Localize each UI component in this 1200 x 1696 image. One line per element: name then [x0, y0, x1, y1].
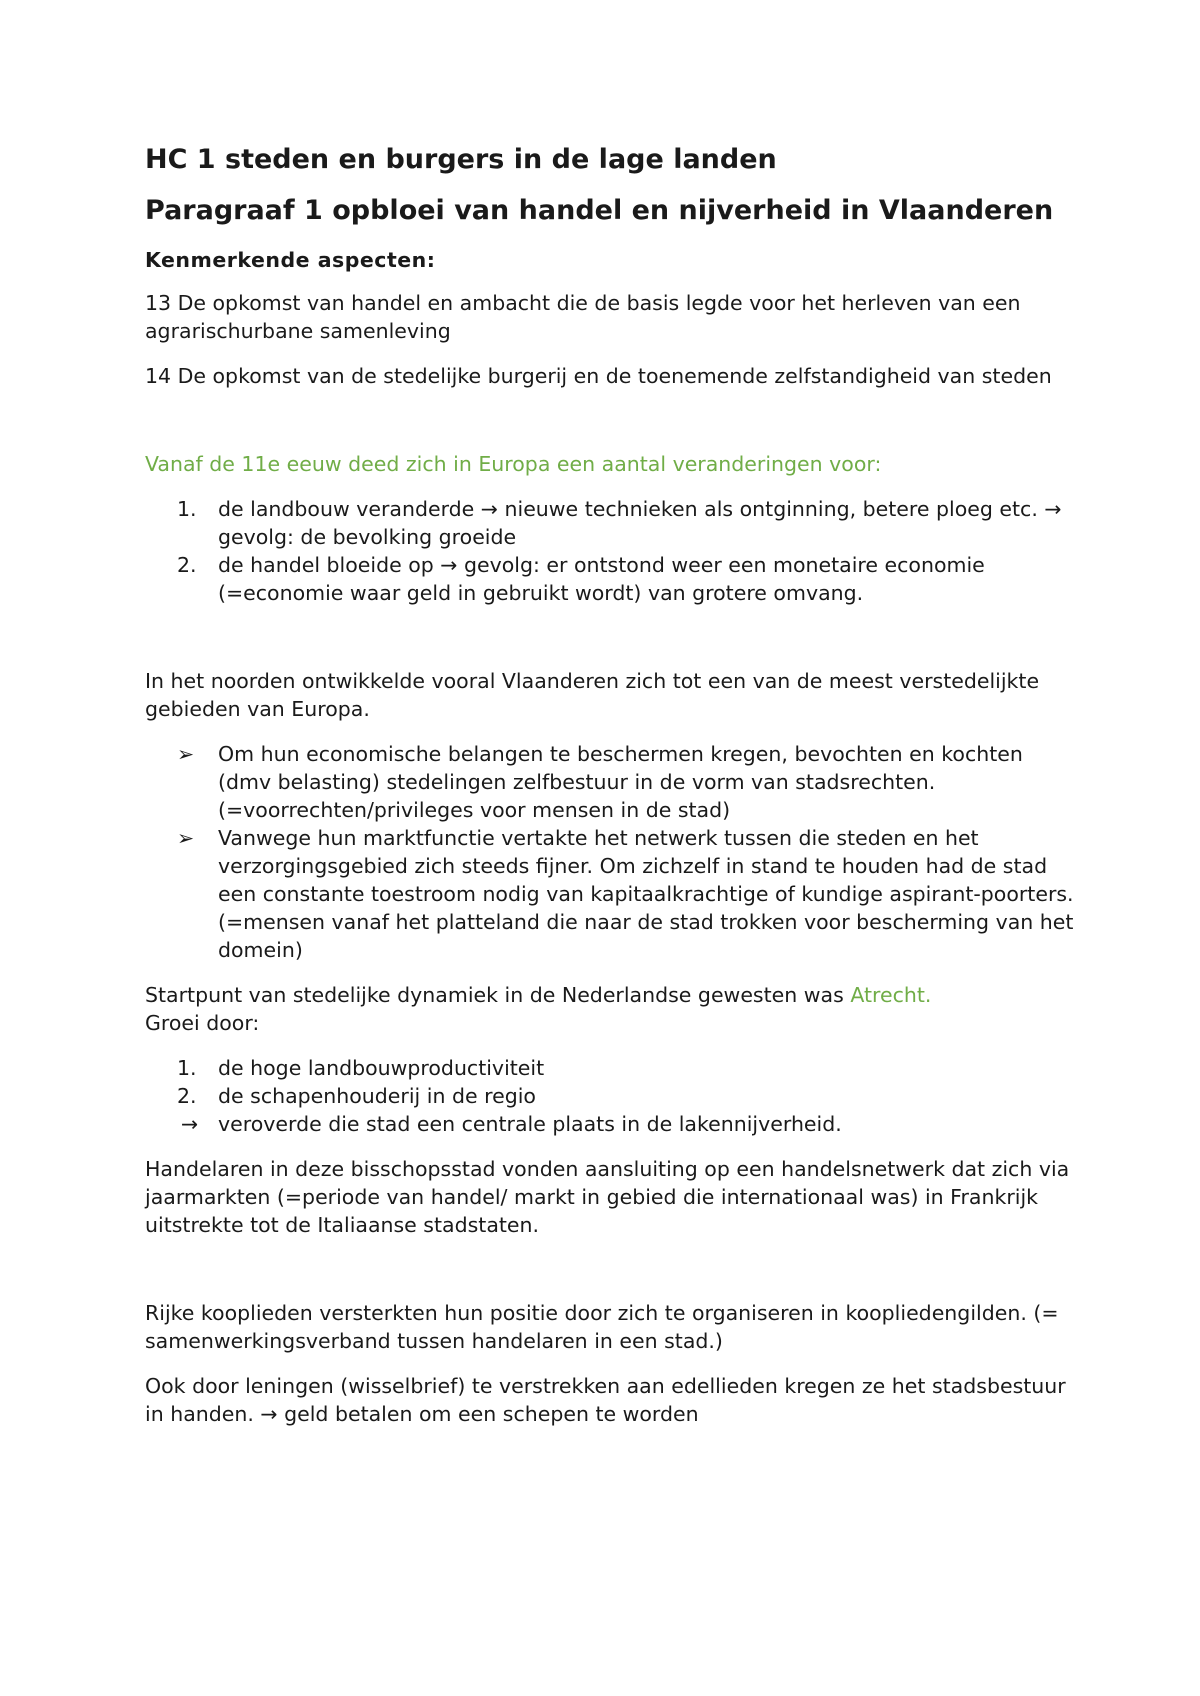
north-paragraph: In het noorden ontwikkelde vooral Vlaanderen zich tot een van de meest verstedelijkte gebieden van Europa.: [145, 669, 1040, 721]
arrow-right-icon: →: [260, 1402, 278, 1426]
intro-green-text: Vanaf de 11e eeuw deed zich in Europa een aantal veranderingen voor:: [145, 452, 882, 476]
start-text: Startpunt van stedelijke dynamiek in de Nederlandse gewesten was: [145, 983, 851, 1007]
list-item: [145, 551, 1080, 607]
list-number: 2.: [177, 553, 197, 577]
item-text: de schapenhouderij in de regio: [218, 1084, 536, 1108]
arrow-right-icon: →: [440, 553, 458, 577]
arrow-right-icon: →: [1044, 497, 1062, 521]
start-city: Atrecht.: [850, 983, 932, 1007]
item-text: Vanwege hun marktfunctie vertakte het netwerk tussen die steden en het verzorgingsgebied zich steeds fijner. Om zichzelf in stand te houden had de stad een constante toestroom nodig van kapitaalkrachtige of kundige aspirant-poorters. (=mensen vanaf het platteland die naar de stad trokken voor bescherming van het domein): [218, 826, 1074, 962]
section-title: Paragraaf 1 opbloei van handel en nijverheid in Vlaanderen: [145, 195, 1054, 226]
traders-paragraph: Handelaren in deze bisschopsstad vonden aansluiting op een handelsnetwerk dat zich via jaarmarkten (=periode van handel/ markt in gebied die internationaal was) in Frankrijk uitstrekte tot de Italiaanse stadstaten.: [145, 1157, 1070, 1237]
loans-paragraph: [145, 1372, 1080, 1428]
spacer: [145, 407, 1080, 450]
document-title: HC 1 steden en burgers in de lage landen: [145, 144, 777, 175]
growth-label: Groei door:: [145, 1011, 260, 1035]
item-text: Om hun economische belangen te beschermen kregen, bevochten en kochten (dmv belasting) stedelingen zelfbestuur in de vorm van stadsrechten. (=voorrechten/privileges voor mensen in de stad): [218, 742, 1023, 822]
arrowhead-bullet-icon: ➢: [177, 742, 195, 766]
list-item: [145, 495, 1080, 551]
aspect-14: 14 De opkomst van de stedelijke burgerij en de toenemende zelfstandigheid van steden: [145, 364, 1052, 388]
item-text: de handel bloeide op: [218, 553, 441, 577]
spacer: [145, 1256, 1080, 1299]
arrowhead-bullet-icon: ➢: [177, 826, 195, 850]
list-item: [145, 740, 1080, 824]
list-item: [145, 1082, 1080, 1110]
list-number: 1.: [177, 497, 197, 521]
item-text: gevolg: de bevolking groeide: [218, 525, 517, 549]
guilds-paragraph: Rijke kooplieden versterkten hun positie door zich te organiseren in koopliedengilden. (= samenwerkingsverband tussen handelaren in een stad.): [145, 1301, 1059, 1353]
document-body: [145, 142, 1080, 1445]
start-paragraph: [145, 981, 1080, 1037]
aspect-13: 13 De opkomst van handel en ambacht die de basis legde voor het herleven van een agrarischurbane samenleving: [145, 291, 1021, 343]
north-bullets: [145, 740, 1080, 964]
changes-list: [145, 495, 1080, 607]
list-number: 1.: [177, 1056, 197, 1080]
item-text: de hoge landbouwproductiviteit: [218, 1056, 545, 1080]
list-item: [145, 1110, 1080, 1138]
loans-text: Ook door leningen (wisselbrief) te verstrekken aan edellieden kregen ze het stadsbestuur in handen.: [145, 1374, 1066, 1426]
item-text: de landbouw veranderde: [218, 497, 481, 521]
growth-list: [145, 1054, 1080, 1138]
aspects-heading: Kenmerkende aspecten:: [145, 248, 436, 272]
list-item: [145, 1054, 1080, 1082]
arrow-right-icon: →: [181, 1112, 199, 1136]
arrow-right-icon: →: [480, 497, 498, 521]
list-number: 2.: [177, 1084, 197, 1108]
loans-after: geld betalen om een schepen te worden: [277, 1402, 699, 1426]
list-item: [145, 824, 1080, 964]
item-text: nieuwe technieken als ontginning, betere ploeg etc.: [497, 497, 1045, 521]
item-text: veroverde die stad een centrale plaats in de lakennijverheid.: [218, 1112, 842, 1136]
spacer: [145, 624, 1080, 667]
item-text: gevolg: er ontstond weer een monetaire economie (=economie waar geld in gebruikt wordt) van grotere omvang.: [218, 553, 985, 605]
